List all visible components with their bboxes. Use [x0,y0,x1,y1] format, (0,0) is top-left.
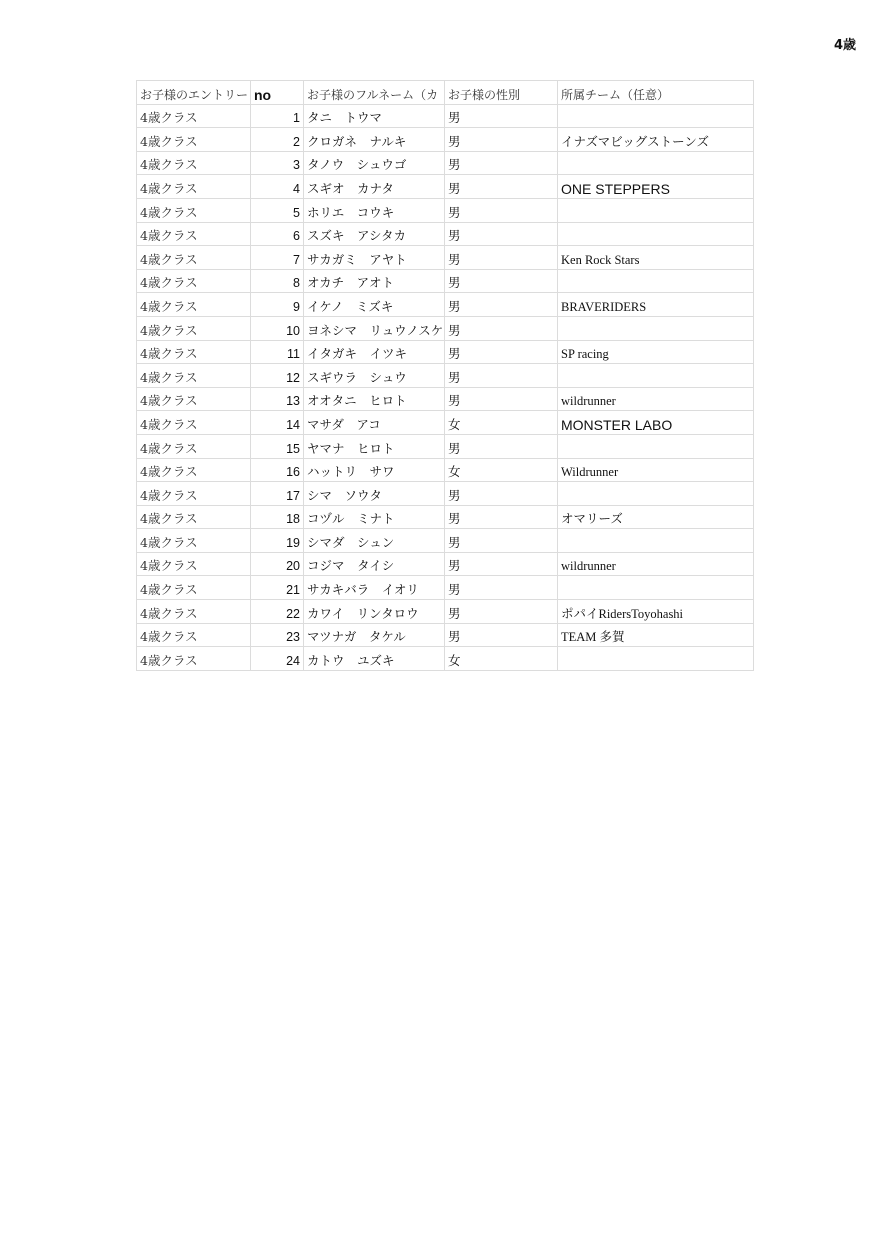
gender-cell: 女 [445,411,558,435]
table-header-row [137,81,754,105]
full-name-cell: サカガミ アヤト [304,246,445,270]
entry-no-cell: 5 [251,198,304,222]
team-cell [558,364,754,388]
full-name-cell: シマダ シュン [304,529,445,553]
full-name-cell: カトウ ユズキ [304,647,445,671]
gender-cell: 女 [445,647,558,671]
entry-no-cell: 3 [251,151,304,175]
gender-cell: 男 [445,293,558,317]
full-name-cell: サカキバラ イオリ [304,576,445,600]
table-row [137,151,754,175]
entry-class-cell: 4歳クラス [137,529,251,553]
gender-cell: 男 [445,364,558,388]
team-cell: TEAM 多賀 [558,623,754,647]
entry-class-cell: 4歳クラス [137,246,251,270]
entry-class-cell: 4歳クラス [137,482,251,506]
team-cell [558,529,754,553]
team-cell [558,576,754,600]
full-name-cell: イタガキ イツキ [304,340,445,364]
entry-table-body [137,81,754,671]
team-cell [558,434,754,458]
team-cell [558,269,754,293]
gender-cell: 男 [445,128,558,152]
entry-table [136,80,754,671]
full-name-cell: ヨネシマ リュウノスケ [304,316,445,340]
gender-cell: 男 [445,529,558,553]
gender-cell: 女 [445,458,558,482]
page-label: 4歳 [833,38,856,53]
entry-class-cell: 4歳クラス [137,128,251,152]
team-cell: オマリーズ [558,505,754,529]
team-cell: BRAVERIDERS [558,293,754,317]
table-row [137,647,754,671]
full-name-cell: タノウ シュウゴ [304,151,445,175]
team-cell [558,151,754,175]
gender-cell: 男 [445,387,558,411]
team-cell [558,222,754,246]
entry-class-cell: 4歳クラス [137,552,251,576]
team-cell [558,198,754,222]
entry-no-cell: 7 [251,246,304,270]
entry-no-cell: 23 [251,623,304,647]
table-row [137,623,754,647]
entry-no-cell: 17 [251,482,304,506]
table-row [137,175,754,199]
table-row [137,104,754,128]
full-name-cell: タニ トウマ [304,104,445,128]
entry-class-cell: 4歳クラス [137,505,251,529]
header-team: 所属チーム（任意） [558,81,754,105]
full-name-cell: コジマ タイシ [304,552,445,576]
team-cell [558,647,754,671]
entry-class-cell: 4歳クラス [137,151,251,175]
entry-no-cell: 18 [251,505,304,529]
team-cell [558,104,754,128]
team-cell: MONSTER LABO [558,411,754,435]
entry-no-cell: 15 [251,434,304,458]
entry-no-cell: 24 [251,647,304,671]
table-row [137,552,754,576]
gender-cell: 男 [445,340,558,364]
team-cell: Wildrunner [558,458,754,482]
table-row [137,198,754,222]
team-cell: SP racing [558,340,754,364]
full-name-cell: マツナガ タケル [304,623,445,647]
entry-no-cell: 9 [251,293,304,317]
table-row [137,529,754,553]
table-row [137,482,754,506]
full-name-cell: スギウラ シュウ [304,364,445,388]
full-name-cell: シマ ソウタ [304,482,445,506]
entry-no-cell: 22 [251,600,304,624]
gender-cell: 男 [445,434,558,458]
gender-cell: 男 [445,623,558,647]
entry-no-cell: 12 [251,364,304,388]
team-cell: wildrunner [558,552,754,576]
full-name-cell: コヅル ミナト [304,505,445,529]
table-row [137,246,754,270]
full-name-cell: イケノ ミズキ [304,293,445,317]
entry-no-cell: 1 [251,104,304,128]
gender-cell: 男 [445,482,558,506]
gender-cell: 男 [445,552,558,576]
table-row [137,293,754,317]
entry-no-cell: 10 [251,316,304,340]
entry-class-cell: 4歳クラス [137,623,251,647]
table-row [137,387,754,411]
entry-no-cell: 11 [251,340,304,364]
entry-class-cell: 4歳クラス [137,411,251,435]
entry-no-cell: 14 [251,411,304,435]
table-row [137,340,754,364]
table-row [137,316,754,340]
team-cell: ONE STEPPERS [558,175,754,199]
table-row [137,434,754,458]
gender-cell: 男 [445,175,558,199]
table-row [137,505,754,529]
full-name-cell: マサダ アコ [304,411,445,435]
table-row [137,576,754,600]
entry-class-cell: 4歳クラス [137,104,251,128]
entry-class-cell: 4歳クラス [137,222,251,246]
gender-cell: 男 [445,222,558,246]
team-cell [558,482,754,506]
full-name-cell: カワイ リンタロウ [304,600,445,624]
entry-class-cell: 4歳クラス [137,458,251,482]
team-cell [558,316,754,340]
entry-class-cell: 4歳クラス [137,364,251,388]
table-row [137,458,754,482]
table-row [137,128,754,152]
gender-cell: 男 [445,316,558,340]
entry-no-cell: 20 [251,552,304,576]
team-cell: wildrunner [558,387,754,411]
entry-no-cell: 8 [251,269,304,293]
table-row [137,411,754,435]
entry-no-cell: 6 [251,222,304,246]
gender-cell: 男 [445,600,558,624]
header-entry-class: お子様のエントリー [137,81,251,105]
full-name-cell: オオタニ ヒロト [304,387,445,411]
team-cell: Ken Rock Stars [558,246,754,270]
entry-no-cell: 2 [251,128,304,152]
gender-cell: 男 [445,104,558,128]
entry-no-cell: 21 [251,576,304,600]
table-row [137,269,754,293]
gender-cell: 男 [445,246,558,270]
table-row [137,222,754,246]
entry-class-cell: 4歳クラス [137,647,251,671]
entry-class-cell: 4歳クラス [137,198,251,222]
entry-class-cell: 4歳クラス [137,600,251,624]
team-cell: ポパイRidersToyohashi [558,600,754,624]
entry-no-cell: 16 [251,458,304,482]
full-name-cell: スギオ カナタ [304,175,445,199]
entry-class-cell: 4歳クラス [137,293,251,317]
full-name-cell: ハットリ サワ [304,458,445,482]
full-name-cell: オカチ アオト [304,269,445,293]
entry-class-cell: 4歳クラス [137,387,251,411]
header-no: no [251,81,304,105]
table-row [137,364,754,388]
gender-cell: 男 [445,198,558,222]
table-row [137,600,754,624]
entry-no-cell: 4 [251,175,304,199]
entry-no-cell: 19 [251,529,304,553]
gender-cell: 男 [445,269,558,293]
entry-class-cell: 4歳クラス [137,576,251,600]
entry-class-cell: 4歳クラス [137,175,251,199]
full-name-cell: ヤマナ ヒロト [304,434,445,458]
gender-cell: 男 [445,151,558,175]
full-name-cell: スズキ アシタカ [304,222,445,246]
full-name-cell: クロガネ ナルキ [304,128,445,152]
entry-class-cell: 4歳クラス [137,340,251,364]
header-full-name: お子様のフルネーム（カ [304,81,445,105]
full-name-cell: ホリエ コウキ [304,198,445,222]
gender-cell: 男 [445,576,558,600]
entry-class-cell: 4歳クラス [137,434,251,458]
header-gender: お子様の性別 [445,81,558,105]
entry-class-cell: 4歳クラス [137,316,251,340]
team-cell: イナズマビッグストーンズ [558,128,754,152]
entry-no-cell: 13 [251,387,304,411]
entry-class-cell: 4歳クラス [137,269,251,293]
gender-cell: 男 [445,505,558,529]
